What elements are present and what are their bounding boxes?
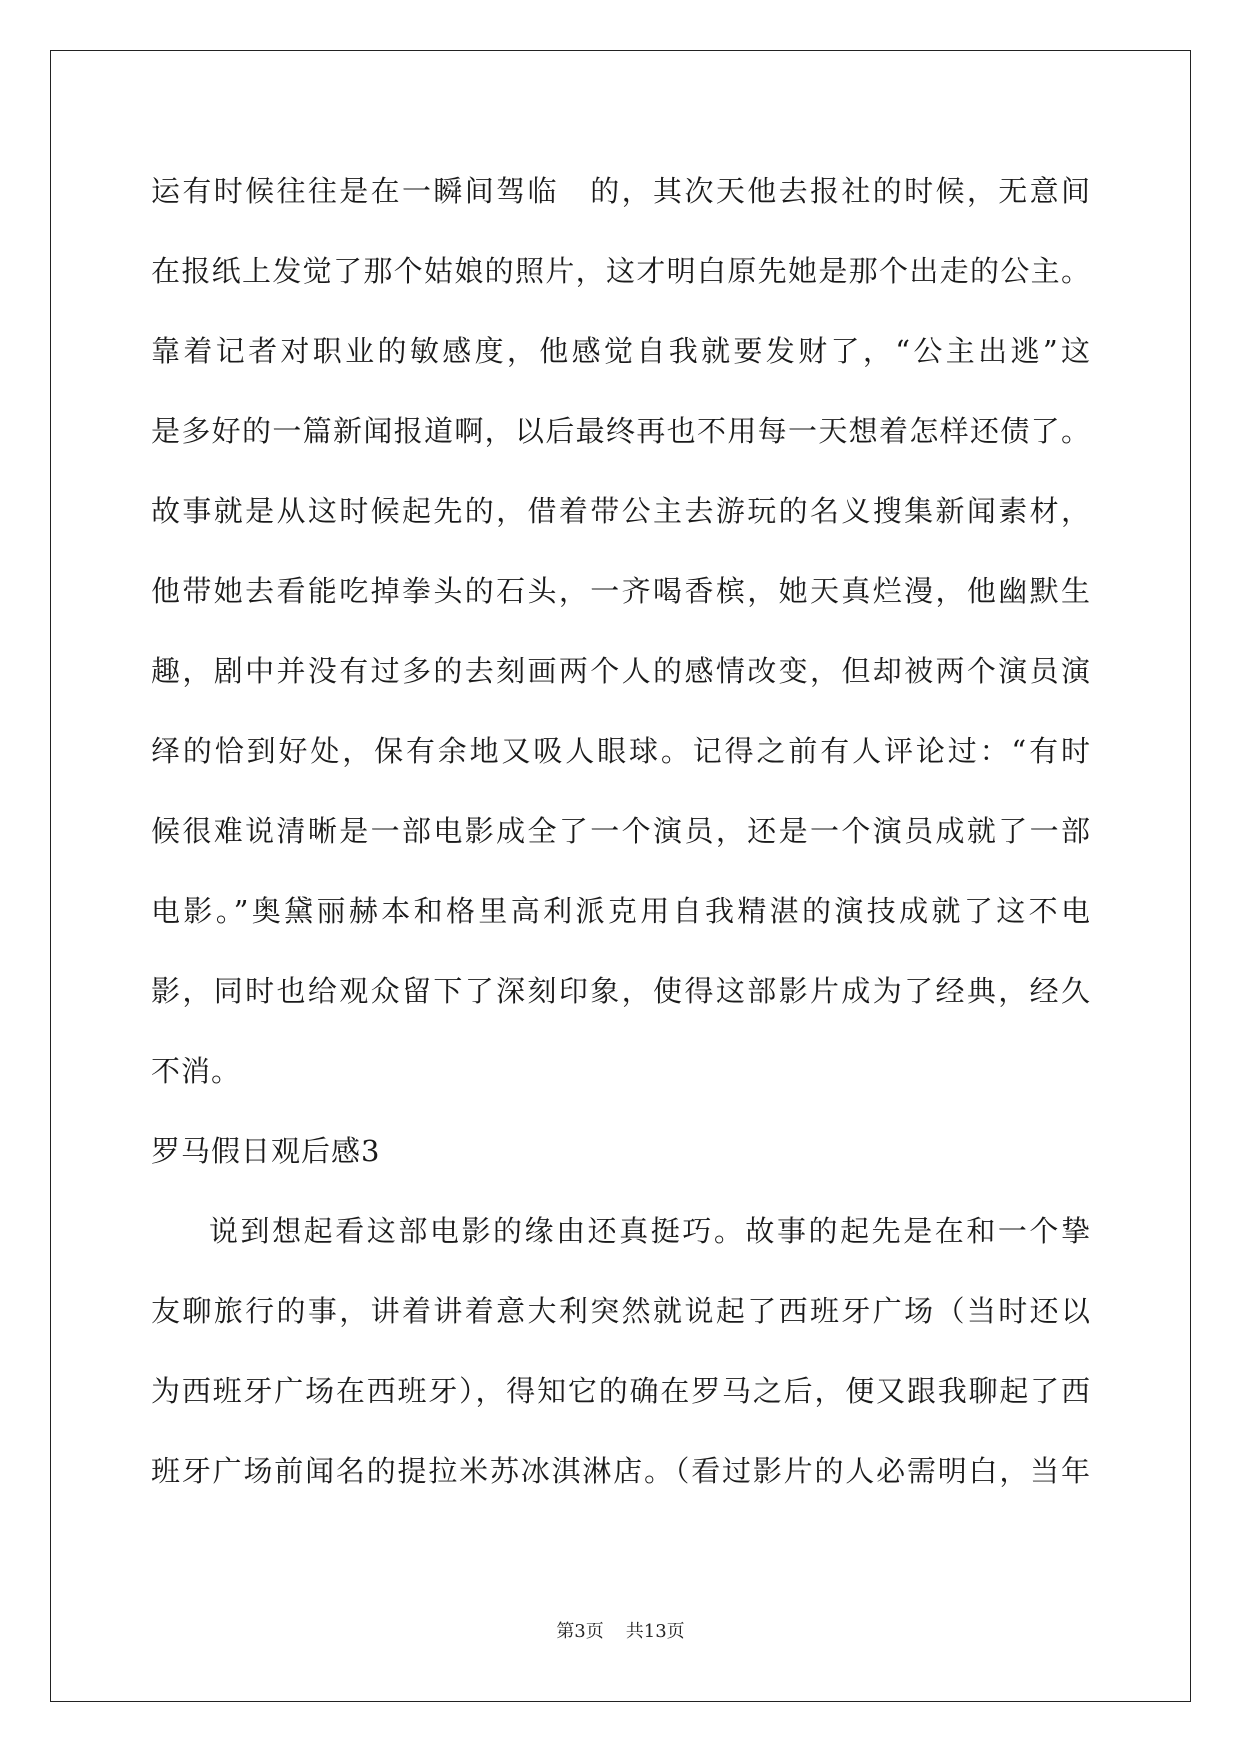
page-total: 共13页 bbox=[625, 1621, 685, 1642]
text-line: 运有时候往往是在一瞬间驾临 的，其次天他去报社的时候，无意间 bbox=[151, 174, 1091, 208]
text-line: 说到想起看这部电影的缘由还真挺巧。故事的起先是在和一个挚 bbox=[209, 1214, 1091, 1248]
text-line: 影，同时也给观众留下了深刻印象，使得这部影片成为了经典，经久 bbox=[151, 974, 1091, 1008]
text-line: 是多好的一篇新闻报道啊，以后最终再也不用每一天想着怎样还债了。 bbox=[151, 414, 1091, 448]
text-line: 故事就是从这时候起先的，借着带公主去游玩的名义搜集新闻素材， bbox=[151, 494, 1091, 528]
text-line: 不消。 bbox=[151, 1054, 242, 1088]
text-line: 班牙广场前闻名的提拉米苏冰淇淋店。（看过影片的人必需明白，当年 bbox=[151, 1454, 1091, 1488]
text-line: 靠着记者对职业的敏感度，他感觉自我就要发财了，“公主出逃”这 bbox=[151, 334, 1091, 368]
text-line: 为西班牙广场在西班牙），得知它的确在罗马之后，便又跟我聊起了西 bbox=[151, 1374, 1091, 1408]
text-line: 他带她去看能吃掉拳头的石头，一齐喝香槟，她天真烂漫，他幽默生 bbox=[151, 574, 1091, 608]
document-body bbox=[151, 161, 1091, 1521]
text-line: 趣，剧中并没有过多的去刻画两个人的感情改变，但却被两个演员演 bbox=[151, 654, 1091, 688]
text-line: 候很难说清晰是一部电影成全了一个演员，还是一个演员成就了一部 bbox=[151, 814, 1091, 848]
page-number: 第3页 bbox=[556, 1621, 604, 1642]
text-line: 绎的恰到好处，保有余地又吸人眼球。记得之前有人评论过：“有时 bbox=[151, 734, 1091, 768]
text-line: 友聊旅行的事，讲着讲着意大利突然就说起了西班牙广场（当时还以 bbox=[151, 1294, 1091, 1328]
text-line: 在报纸上发觉了那个姑娘的照片，这才明白原先她是那个出走的公主。 bbox=[151, 254, 1091, 288]
section-heading: 罗马假日观后感3 bbox=[151, 1134, 381, 1168]
text-line: 电影。”奥黛丽赫本和格里高利派克用自我精湛的演技成就了这不电 bbox=[151, 894, 1091, 928]
page-footer bbox=[0, 1620, 1241, 1644]
